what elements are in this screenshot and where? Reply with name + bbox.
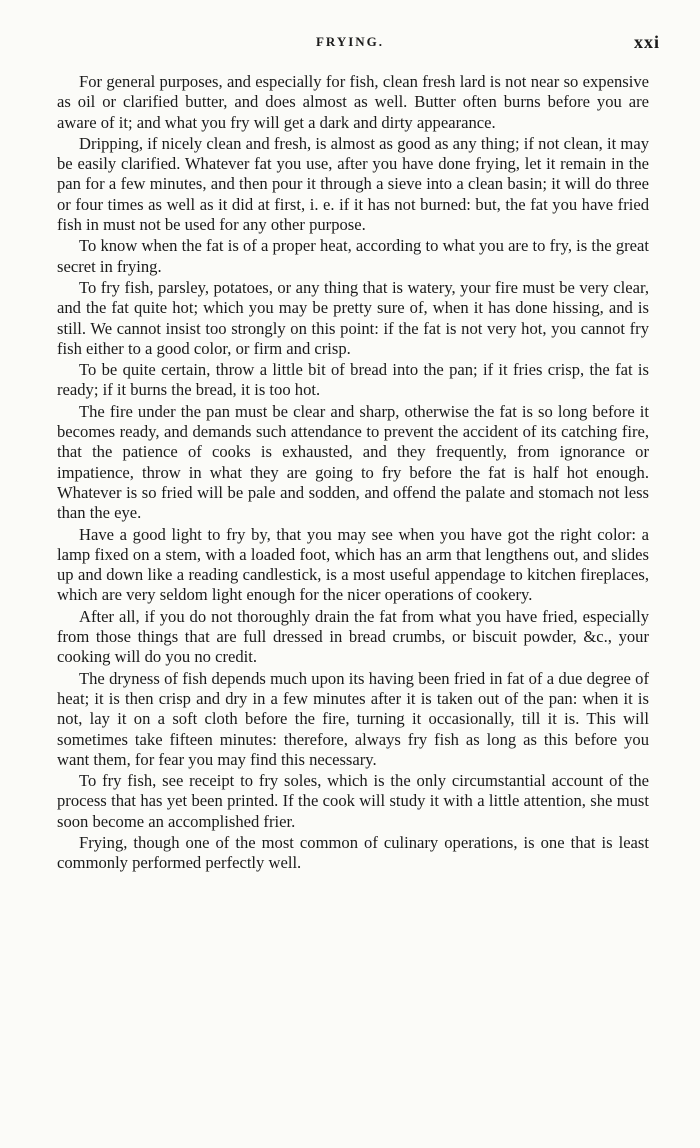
paragraph: To fry fish, see receipt to fry soles, which is the only circumstantial account of the process that has yet been printed. If the cook will study it with a little attention, she must soon become an accomplished frier. (57, 771, 649, 831)
paragraph: Dripping, if nicely clean and fresh, is almost as good as any thing; if not clean, it may be easily clarified. Whatever fat you use, after you have done frying, let it remain in the pan for a few minutes, and then pour it through a sieve into a clean basin; it will do three or four times as well as it did at first, i. e. if it has not burned: but, the fat you have fried fish in must not be used for any other purpose. (57, 133, 649, 235)
paragraph: To fry fish, parsley, potatoes, or any thing that is watery, your fire must be very clear, and the fat quite hot; which you may be pretty sure of, when it has done hissing, and is still. We cannot insist too strongly on this point: if the fat is not very hot, you cannot fry fish either to a good color, or firm and crisp. (57, 277, 649, 358)
paragraph: To be quite certain, throw a little bit of bread into the pan; if it fries crisp, the fat is ready; if it burns the bread, it is too hot. (57, 360, 649, 400)
paragraph: Frying, though one of the most common of culinary operations, is one that is least commonly performed perfectly well. (57, 832, 649, 873)
paragraph: Have a good light to fry by, that you may see when you have got the right color: a lamp fixed on a stem, with a loaded foot, which has an arm that lengthens out, and slides up and down like a reading candlestick, is a most useful appendage to kitchen fireplaces, which are very seldom light enough for the nicer operations of cookery. (57, 524, 649, 605)
paragraph: For general purposes, and especially for fish, clean fresh lard is not near so expensive as oil or clarified butter, and does almost as well. Butter often burns before you are aware of it; and what you fry will get a dark and dirty appearance. (57, 72, 649, 132)
page-header (0, 34, 700, 58)
page-number: xxi (633, 32, 660, 52)
paragraph: After all, if you do not thoroughly drain the fat from what you have fried, especially from those things that are full dressed in bread crumbs, or biscuit powder, &c., your cooking will do you no credit. (57, 606, 649, 667)
body-text (57, 72, 649, 875)
paragraph: The fire under the pan must be clear and sharp, otherwise the fat is so long before it becomes ready, and demands such attendance to prevent the accident of its catching fire, that the patience of cooks is exhausted, and they frequently, from ignorance or impatience, throw in what they are going to fry before the fat is half hot enough. Whatever is so fried will be pale and sodden, and offend the palate and stomach not less than the eye. (57, 401, 649, 523)
paragraph: To know when the fat is of a proper heat, according to what you are to fry, is the great secret in frying. (57, 236, 649, 276)
running-title: FRYING. (315, 34, 385, 49)
paragraph: The dryness of fish depends much upon its having been fried in fat of a due degree of heat; it is then crisp and dry in a few minutes after it is taken out of the pan: when it is not, lay it on a soft cloth before the fire, turning it occasionally, till it is. This will sometimes take fifteen minutes: therefore, always fry fish as long as this before you want them, for fear you may find this necessary. (57, 668, 649, 769)
